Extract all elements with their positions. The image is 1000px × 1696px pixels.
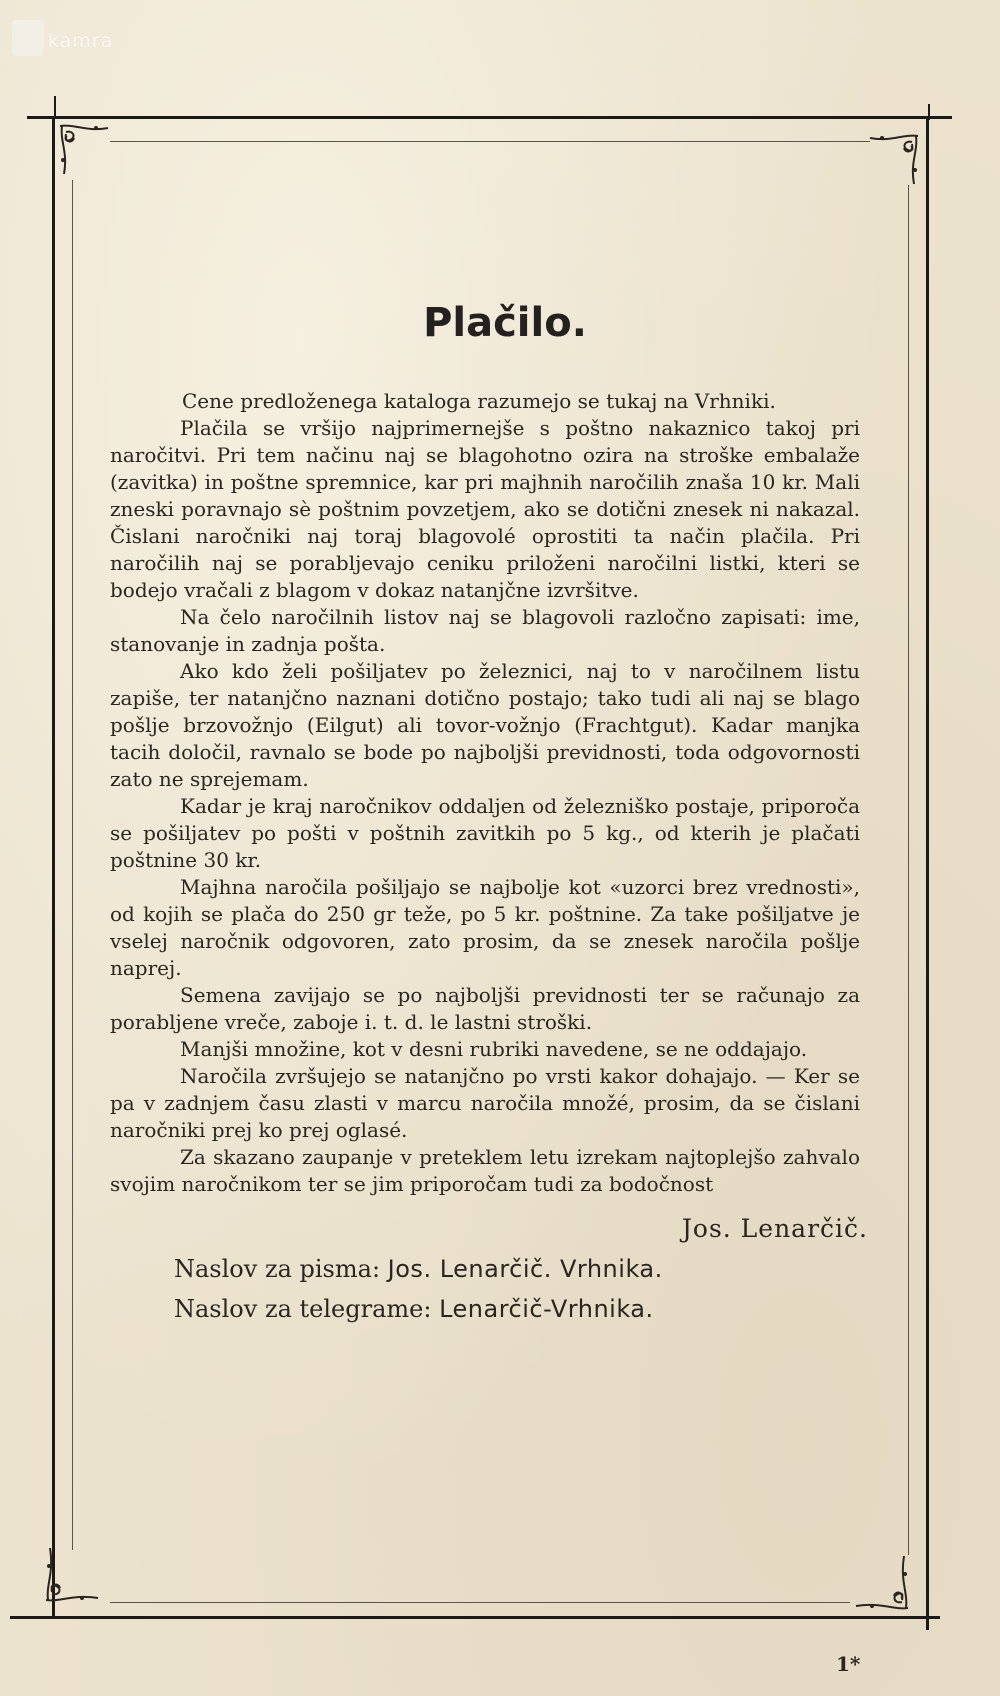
corner-ornament-top-left	[56, 122, 116, 182]
frame-top-left-tick	[54, 96, 56, 118]
signature: Jos. Lenarčič.	[681, 1214, 868, 1243]
address-telegram	[174, 1289, 860, 1329]
watermark-icon	[12, 20, 44, 56]
page-title: Plačilo.	[423, 300, 587, 346]
paragraph-quantities: Manjši množine, kot v desni rubriki navedene, se ne oddajajo.	[180, 1037, 808, 1061]
corner-ornament-bottom-left	[42, 1544, 102, 1604]
address-telegram-value: Lenarčič-Vrhnika.	[439, 1295, 654, 1323]
corner-ornament-bottom-right	[852, 1552, 912, 1612]
paragraph-post: Kadar je kraj naročnikov oddaljen od železniško postaje, priporoča se pošiljatev po pošti v poštnih zavitkih po 5 kg., od kterih je plačati poštnine 30 kr.	[110, 794, 860, 872]
paragraph-railway: Ako kdo želi pošiljatev po železnici, naj to v naročilnem listu zapiše, ter natanjčno naznani dotično postajo; tako tudi ali naj se blago pošlje brzovožnjo (Eilgut) ali tovor-vožnjo (Frachtgut). Kadar manjka tacih določil, ravnalo se bode po najboljši previdnosti, toda odgovornosti zato ne sprejemam.	[110, 659, 860, 791]
address-block	[174, 1249, 860, 1329]
page-number: 1*	[836, 1652, 861, 1676]
paragraph-samples: Majhna naročila pošiljajo se najbolje kot «uzorci brez vrednosti», od kojih se plača do 250 gr teže, po 5 kr. poštnine. Za take pošiljatve je vselej naročnik odgovoren, zato prosim, da se znesek naročila pošlje naprej.	[110, 875, 860, 980]
paragraph-order-sequence: Naročila zvršujejo se natanjčno po vrsti kakor dohajajo. — Ker se pa v zadnjem času zlasti v marcu naročila množé, prosim, da se čislani naročniki prej ko prej oglasé.	[110, 1064, 860, 1142]
frame-right-rule	[926, 118, 929, 1630]
address-letters-label: Naslov za pisma:	[174, 1255, 381, 1283]
inner-left-rule	[72, 180, 73, 1550]
paragraph-payment: Plačila se vršijo najprimernejše s poštno nakaznico takoj pri naročitvi. Pri tem načinu naj se blagohotno ozira na stroške embalaže (zavitka) in poštne spremnice, kar pri majhnih naročilih znaša 10 kr. Mali zneski poravnajo sè poštnim povzetjem, ako se dotični znesek ni nakazal. Čislani naročniki naj toraj blagovolé oprostiti ta način plačila. Pri naročilih naj se porabljevajo ceniku priloženi naročilni listki, kteri se bodejo vračali z blagom v dokaz natanjčne izvršitve.	[110, 416, 860, 602]
frame-left-rule	[52, 118, 55, 1618]
page-content	[110, 300, 868, 1329]
address-letters-value: Jos. Lenarčič. Vrhnika.	[387, 1255, 663, 1283]
inner-right-rule	[908, 185, 909, 1555]
watermark-text: kamra	[48, 30, 114, 52]
inner-bottom-rule	[110, 1602, 850, 1603]
paragraph-packing: Semena zavijajo se po najboljši previdnosti ter se računajo za porabljene vreče, zaboje i. t. d. le lastni stroški.	[110, 983, 860, 1034]
frame-bottom-rule	[10, 1616, 940, 1619]
address-telegram-label: Naslov za telegrame:	[174, 1295, 432, 1323]
corner-ornament-top-right	[862, 132, 922, 192]
frame-top-rule	[27, 116, 952, 119]
address-letters	[174, 1249, 860, 1289]
inner-top-rule	[110, 141, 870, 142]
paragraph-prices: Cene predloženega kataloga razumejo se tukaj na Vrhniki.	[182, 389, 776, 413]
paragraph-order-header: Na čelo naročilnih listov naj se blagovoli razločno zapisati: ime, stanovanje in zadnja pošta.	[110, 605, 860, 656]
paragraph-thanks: Za skazano zaupanje v preteklem letu izrekam najtoplejšo zahvalo svojim naročnikom ter se jim priporočam tudi za bodočnost	[110, 1145, 860, 1196]
